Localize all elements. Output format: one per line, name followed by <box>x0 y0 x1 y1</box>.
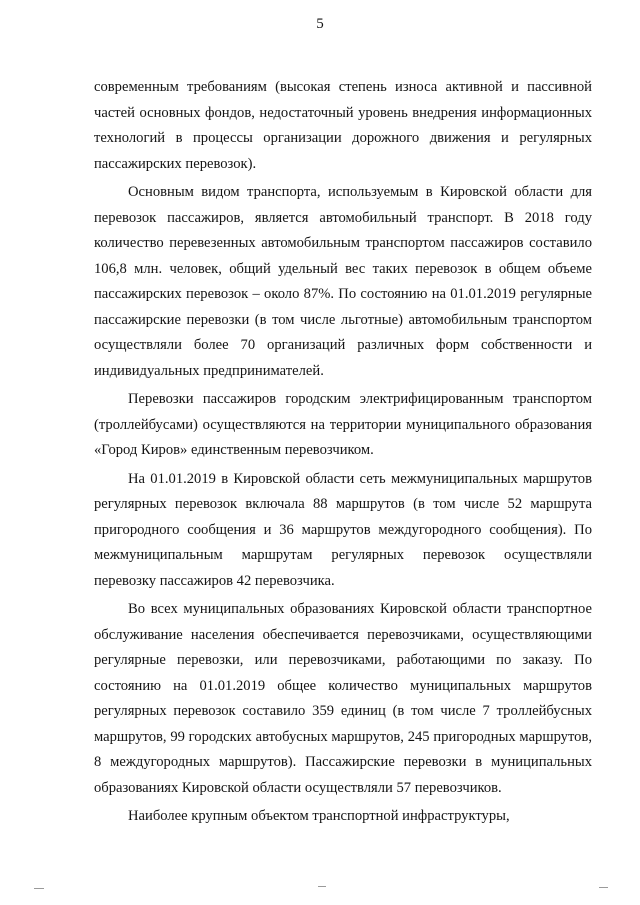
paragraph-trolleybus: Перевозки пассажиров городским электрифицированным транспортом (троллейбусами) осуществляются на территории муниципального образования «Город Киров» единственным перевозчиком. <box>94 391 592 458</box>
page-number: 5 <box>316 16 324 32</box>
document-body <box>94 75 592 830</box>
paragraph-intermunicipal-routes: На 01.01.2019 в Кировской области сеть межмуниципальных маршрутов регулярных перевозок включала 88 маршрутов (в том числе 52 маршрута пригородного сообщения и 36 маршрутов междугородного сообщения). По межмуниципальным маршрутам регулярных перевозок осуществляли перевозку пассажиров 42 перевозчика. <box>94 470 592 589</box>
scan-speck-center <box>318 886 326 887</box>
scan-speck-left <box>34 888 44 889</box>
paragraph-infrastructure: Наиболее крупным объектом транспортной инфраструктуры, <box>128 808 510 824</box>
paragraph-continuation: современным требованиям (высокая степень износа активной и пассивной частей основных фондов, недостаточный уровень внедрения информационных технологий в процессы организации дорожного движения и регулярных пассажирских перевозок). <box>94 79 592 172</box>
paragraph-municipal-routes: Во всех муниципальных образованиях Кировской области транспортное обслуживание населения обеспечивается перевозчиками, осуществляющими регулярные перевозки, или перевозчиками, работающими по заказу. По состоянию на 01.01.2019 общее количество муниципальных маршрутов регулярных перевозок составило 359 единиц (в том числе 7 троллейбусных маршрутов, 99 городских автобусных маршрутов, 245 пригородных маршрутов, 8 междугородных маршрутов). Пассажирские перевозки в муниципальных образованиях Кировской области осуществляли 57 перевозчиков. <box>94 601 592 796</box>
scan-speck-right <box>599 887 608 888</box>
paragraph-road-transport: Основным видом транспорта, используемым в Кировской области для перевозок пассажиров, является автомобильный транспорт. В 2018 году количество перевезенных автомобильным транспортом пассажиров составило 106,8 млн. человек, общий удельный вес таких перевозок в общем объеме пассажирских перевозок – около 87%. По состоянию на 01.01.2019 регулярные пассажирские перевозки (в том числе льготные) автомобильным транспортом осуществляли более 70 организаций различных форм собственности и индивидуальных предпринимателей. <box>94 184 592 379</box>
